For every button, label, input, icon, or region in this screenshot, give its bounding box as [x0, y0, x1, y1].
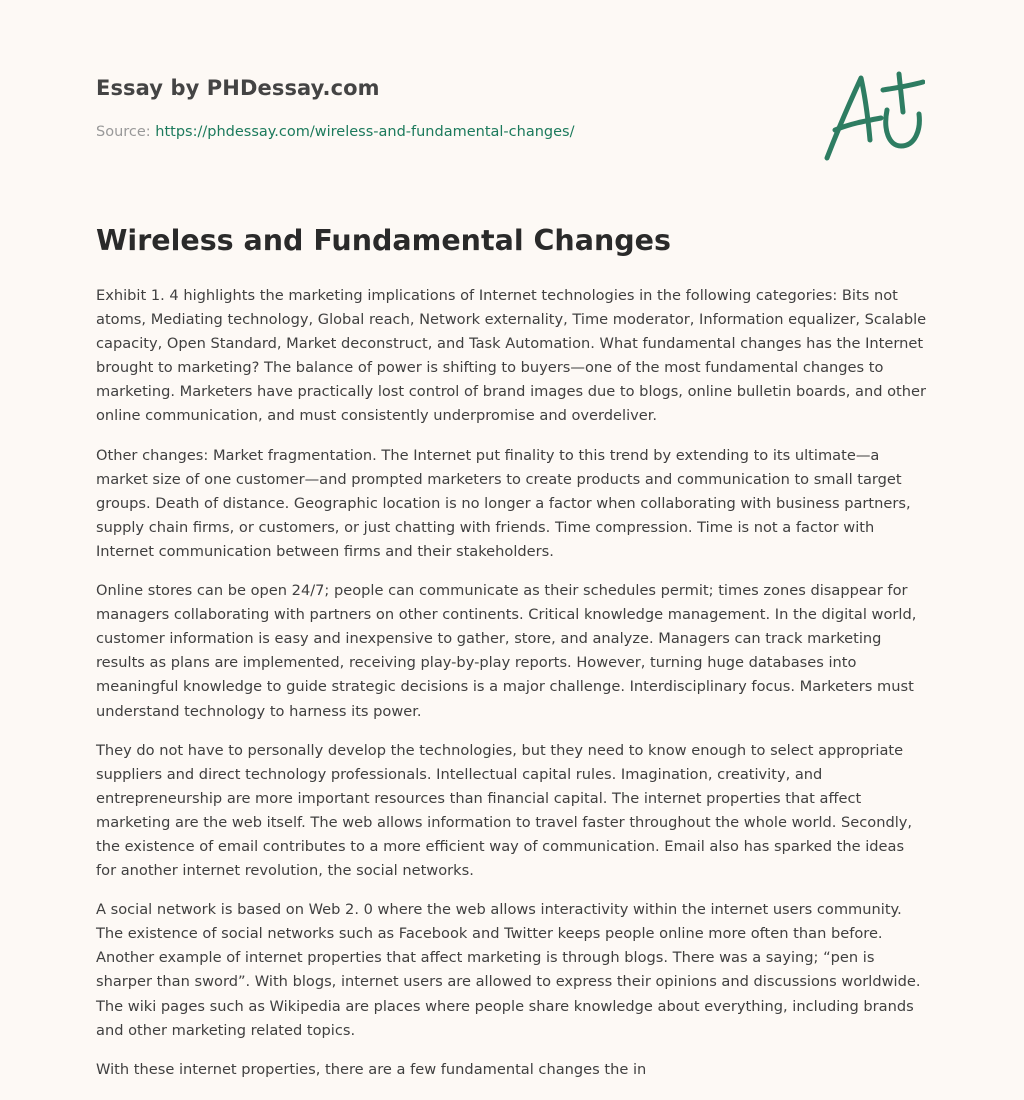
essay-title: Wireless and Fundamental Changes: [96, 224, 671, 257]
site-title: Essay by PHDessay.com: [96, 76, 380, 100]
source-link[interactable]: https://phdessay.com/wireless-and-fundamental-changes/: [155, 124, 575, 140]
essay-body: [96, 284, 928, 1097]
a-plus-logo-icon: [823, 66, 925, 164]
source-line: [96, 124, 574, 140]
source-label: Source:: [96, 124, 151, 140]
essay-paragraph: With these internet properties, there are a few fundamental changes the in: [96, 1060, 647, 1078]
essay-paragraph: They do not have to personally develop the technologies, but they need to know enough to select appropriate suppliers and direct technology professionals. Intellectual capital rules. Imagination, creativity, and entrepreneurship are more important resources than financial capital. The internet properties that affect marketing are the web itself. The web allows information to travel faster throughout the whole world. Secondly, the existence of email contributes to a more efficient way of communication. Email also has sparked the ideas for another internet revolution, the social networks.: [96, 741, 913, 880]
essay-paragraph: Online stores can be open 24/7; people can communicate as their schedules permit; times zones disappear for managers collaborating with partners on other continents. Critical knowledge management. In the digital world, customer information is easy and inexpensive to gather, store, and analyze. Managers can track marketing results as plans are implemented, receiving play-by-play reports. However, turning huge databases into meaningful knowledge to guide strategic decisions is a major challenge. Interdisciplinary focus. Marketers must understand technology to harness its power.: [96, 582, 917, 720]
essay-paragraph: Exhibit 1. 4 highlights the marketing implications of Internet technologies in the following categories: Bits not atoms, Mediating technology, Global reach, Network externality, Time moderator, Information equalizer, Scalable capacity, Open Standard, Market deconstruct, and Task Automation. What fundamental changes has the Internet brought to marketing? The balance of power is shifting to buyers—one of the most fundamental changes to marketing. Marketers have practically lost control of brand images due to blogs, online bulletin boards, and other online communication, and must consistently underpromise and overdeliver.: [96, 287, 927, 425]
essay-paragraph: A social network is based on Web 2. 0 where the web allows interactivity within the internet users community. The existence of social networks such as Facebook and Twitter keeps people online more often than before. Another example of internet properties that affect marketing is through blogs. There was a saying; “pen is sharper than sword”. With blogs, internet users are allowed to express their opinions and discussions worldwide. The wiki pages such as Wikipedia are places where people share knowledge about everything, including brands and other marketing related topics.: [96, 901, 921, 1039]
essay-paragraph: Other changes: Market fragmentation. The Internet put finality to this trend by extending to its ultimate—a market size of one customer—and prompted marketers to create products and communication to small target groups. Death of distance. Geographic location is no longer a factor when collaborating with business partners, supply chain firms, or customers, or just chatting with friends. Time compression. Time is not a factor with Internet communication between firms and their stakeholders.: [96, 446, 911, 560]
